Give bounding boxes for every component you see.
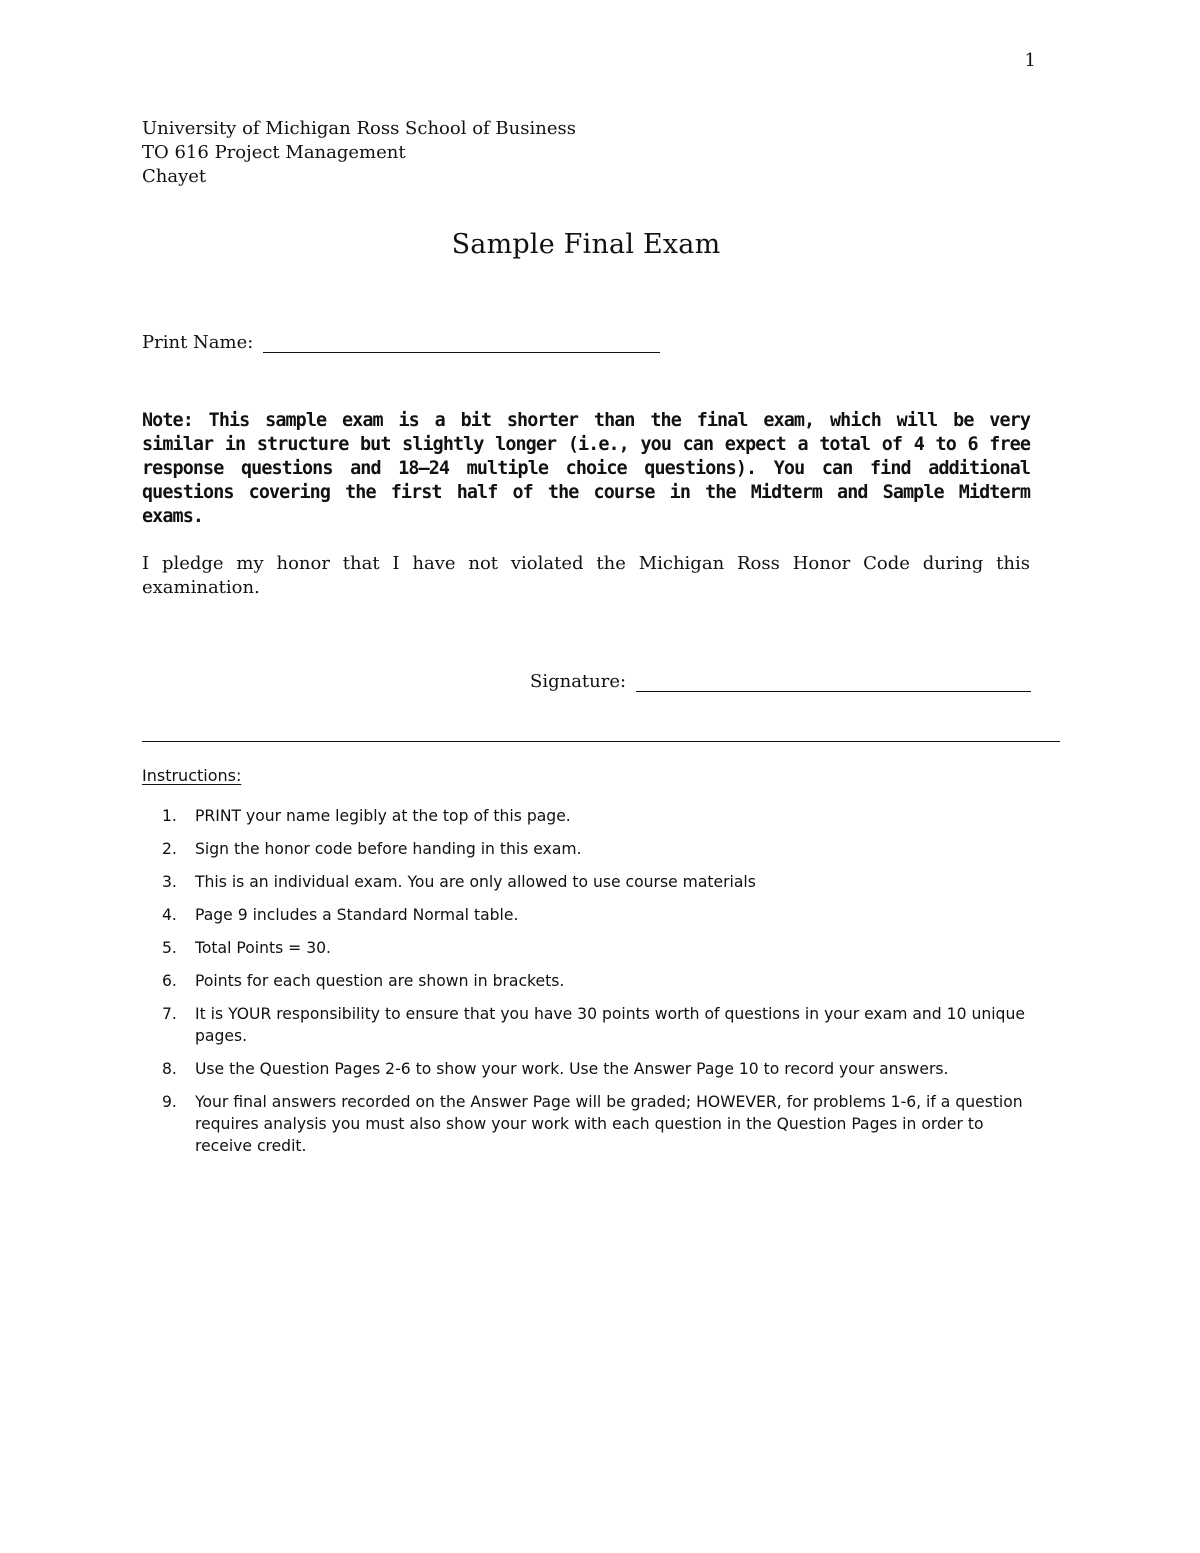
print-name-row [142,332,660,353]
instruction-number: 8. [162,1060,177,1078]
instruction-text: Your final answers recorded on the Answer Page will be graded; HOWEVER, for problems 1-6, if a question requires analysis you must also show your work with each question in the Question Pages in order to receive credit. [195,1093,1023,1155]
instruction-number: 1. [162,807,177,825]
print-name-blank[interactable] [263,334,660,353]
instruction-text: Use the Question Pages 2-6 to show your work. Use the Answer Page 10 to record your answers. [195,1060,949,1078]
instruction-item [142,871,1030,893]
instruction-text: PRINT your name legibly at the top of this page. [195,807,571,825]
instructions-heading: Instructions: [142,766,242,785]
exam-note: Note: This sample exam is a bit shorter than the final exam, which will be very similar in structure but slightly longer (i.e., you can expect a total of 4 to 6 free response questions and 18–24 multiple choice questions). You can find additional questions covering the first half of the course in the Midterm and Sample Midterm exams. [142,410,1030,527]
instruction-item [142,805,1030,827]
instruction-text: Page 9 includes a Standard Normal table. [195,906,519,924]
instruction-item [142,904,1030,926]
instruction-item [142,1003,1030,1047]
page-number: 1 [1024,50,1036,71]
instruction-item [142,1058,1030,1080]
instruction-number: 7. [162,1005,177,1023]
instruction-item [142,937,1030,959]
section-divider [142,741,1060,742]
course-name: TO 616 Project Management [142,142,406,163]
exam-title: Sample Final Exam [451,229,721,260]
instruction-number: 6. [162,972,177,990]
instruction-text: It is YOUR responsibility to ensure that you have 30 points worth of questions in your exam and 10 unique pages. [195,1005,1025,1045]
instruction-number: 3. [162,873,177,891]
signature-blank[interactable] [636,673,1031,692]
instructor-name: Chayet [142,166,207,187]
instruction-number: 9. [162,1093,177,1111]
institution-name: University of Michigan Ross School of Business [142,118,576,139]
instruction-number: 5. [162,939,177,957]
instruction-number: 4. [162,906,177,924]
instruction-text: This is an individual exam. You are only allowed to use course materials [195,873,756,891]
course-header [142,117,576,189]
instruction-text: Points for each question are shown in brackets. [195,972,565,990]
signature-label: Signature: [530,671,627,692]
honor-pledge: I pledge my honor that I have not violated the Michigan Ross Honor Code during this examination. [142,553,1030,598]
instruction-item [142,838,1030,860]
print-name-label: Print Name: [142,332,254,353]
instruction-number: 2. [162,840,177,858]
signature-row [530,671,1031,692]
instruction-item [142,970,1030,992]
instructions-list [142,805,1030,1168]
instruction-text: Sign the honor code before handing in this exam. [195,840,582,858]
instruction-text: Total Points = 30. [195,939,331,957]
instruction-item [142,1091,1030,1157]
